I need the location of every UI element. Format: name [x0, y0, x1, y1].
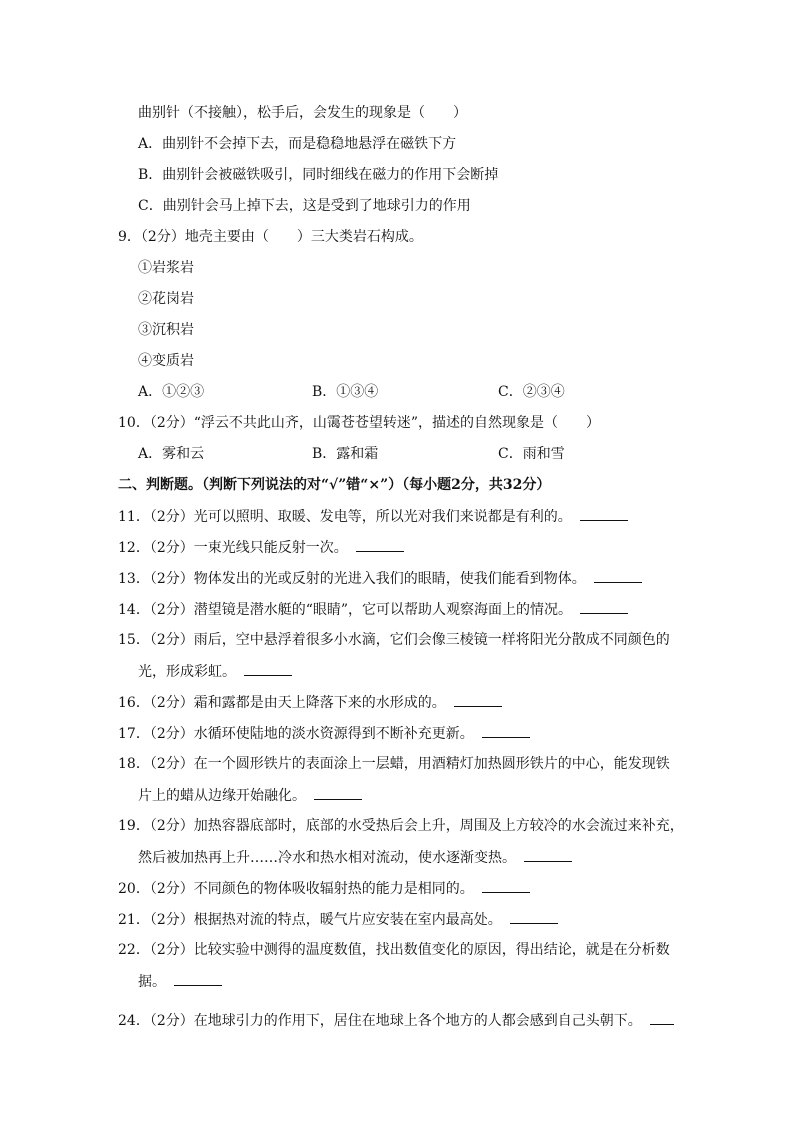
q9-stem: 9．（2分）地壳主要由（ ）三大类岩石构成。: [118, 229, 423, 245]
q8-option-c[interactable]: C．曲别针会马上掉下去，这是受到了地球引力的作用: [138, 198, 471, 214]
answer-blank-24[interactable]: [650, 1010, 674, 1025]
judge-question-19-text: 然后被加热再上升……冷水和热水相对流动，使水逐渐变热。: [138, 850, 516, 866]
answer-blank-16[interactable]: [454, 692, 502, 707]
q9-option-c[interactable]: C．②③④: [498, 384, 565, 400]
judge-question-11: [118, 506, 628, 527]
judge-question-20: [118, 878, 530, 899]
judge-question-22-line2: [138, 971, 222, 992]
answer-blank-21[interactable]: [510, 909, 558, 924]
q10-stem: 10．（2分）“浮云不共此山齐，山霭苍苍望转迷”，描述的自然现象是（ ）: [118, 415, 601, 431]
q10-option-b[interactable]: B．露和霜: [312, 446, 379, 462]
judge-question-22-text: 据。: [138, 974, 166, 990]
answer-blank-15[interactable]: [244, 661, 292, 676]
judge-question-24-text: 24．（2分）在地球引力的作用下，居住在地球上各个地方的人都会感到自己头朝下。: [118, 1013, 642, 1029]
judge-question-18-line1: 18．（2分）在一个圆形铁片的表面涂上一层蜡，用酒精灯加热圆形铁片的中心，能发现铁: [118, 756, 670, 772]
judge-question-12: [118, 537, 404, 558]
q8-continuation: 曲别针（不接触），松手后，会发生的现象是（ ）: [138, 105, 467, 121]
q10-option-a[interactable]: A．雾和云: [138, 446, 205, 462]
answer-blank-12[interactable]: [356, 537, 404, 552]
judge-question-14-text: 14．（2分）潜望镜是潜水艇的“眼睛”，它可以帮助人观察海面上的情况。: [118, 602, 573, 618]
q9-item-2: ②花岗岩: [138, 291, 194, 307]
answer-blank-19[interactable]: [524, 847, 572, 862]
judge-question-15-text: 光，形成彩虹。: [138, 664, 236, 680]
judge-question-18-text: 片上的蜡从边缘开始融化。: [138, 788, 306, 804]
judge-question-11-text: 11．（2分）光可以照明、取暖、发电等，所以光对我们来说都是有利的。: [118, 509, 572, 525]
judge-question-17: [118, 723, 530, 744]
q9-item-4: ④变质岩: [138, 353, 194, 369]
section-heading-judgement: 二、判断题。（判断下列说法的对“√”错“×”）（每小题2分，共32分）: [118, 477, 551, 493]
q9-option-a[interactable]: A．①②③: [138, 384, 205, 400]
judge-question-13-text: 13．（2分）物体发出的光或反射的光进入我们的眼睛，使我们能看到物体。: [118, 571, 586, 587]
judge-question-24: [118, 1010, 674, 1031]
judge-question-21-text: 21．（2分）根据热对流的特点，暖气片应安装在室内最高处。: [118, 912, 502, 928]
judge-question-16-text: 16．（2分）霜和露都是由天上降落下来的水形成的。: [118, 695, 446, 711]
judge-question-18-line2: [138, 785, 362, 806]
judge-question-15-line2: [138, 661, 292, 682]
answer-blank-17[interactable]: [482, 723, 530, 738]
judge-question-17-text: 17．（2分）水循环使陆地的淡水资源得到不断补充更新。: [118, 726, 474, 742]
judge-question-14: [118, 599, 628, 620]
judge-question-21: [118, 909, 558, 930]
judge-question-13: [118, 568, 642, 589]
answer-blank-18[interactable]: [314, 785, 362, 800]
answer-blank-14[interactable]: [580, 599, 628, 614]
q8-option-a[interactable]: A．曲别针不会掉下去，而是稳稳地悬浮在磁铁下方: [138, 136, 457, 152]
judge-question-22-line1: 22．（2分）比较实验中测得的温度数值，找出数值变化的原因，得出结论，就是在分析数: [118, 942, 670, 958]
q9-option-b[interactable]: B．①③④: [312, 384, 379, 400]
judge-question-19-line1: 19．（2分）加热容器底部时，底部的水受热后会上升，周围及上方较冷的水会流过来补充，: [118, 818, 684, 834]
judge-question-16: [118, 692, 502, 713]
answer-blank-11[interactable]: [580, 506, 628, 521]
q9-item-1: ①岩浆岩: [138, 260, 194, 276]
judge-question-12-text: 12．（2分）一束光线只能反射一次。: [118, 540, 348, 556]
answer-blank-22[interactable]: [174, 971, 222, 986]
q10-option-c[interactable]: C．雨和雪: [498, 446, 565, 462]
q8-option-b[interactable]: B．曲别针会被磁铁吸引，同时细线在磁力的作用下会断掉: [138, 167, 499, 183]
judge-question-20-text: 20．（2分）不同颜色的物体吸收辐射热的能力是相同的。: [118, 881, 474, 897]
q9-item-3: ③沉积岩: [138, 322, 194, 338]
judge-question-19-line2: [138, 847, 572, 868]
answer-blank-20[interactable]: [482, 878, 530, 893]
answer-blank-13[interactable]: [594, 568, 642, 583]
judge-question-15-line1: 15．（2分）雨后，空中悬浮着很多小水滴，它们会像三棱镜一样将阳光分散成不同颜色的: [118, 632, 670, 648]
